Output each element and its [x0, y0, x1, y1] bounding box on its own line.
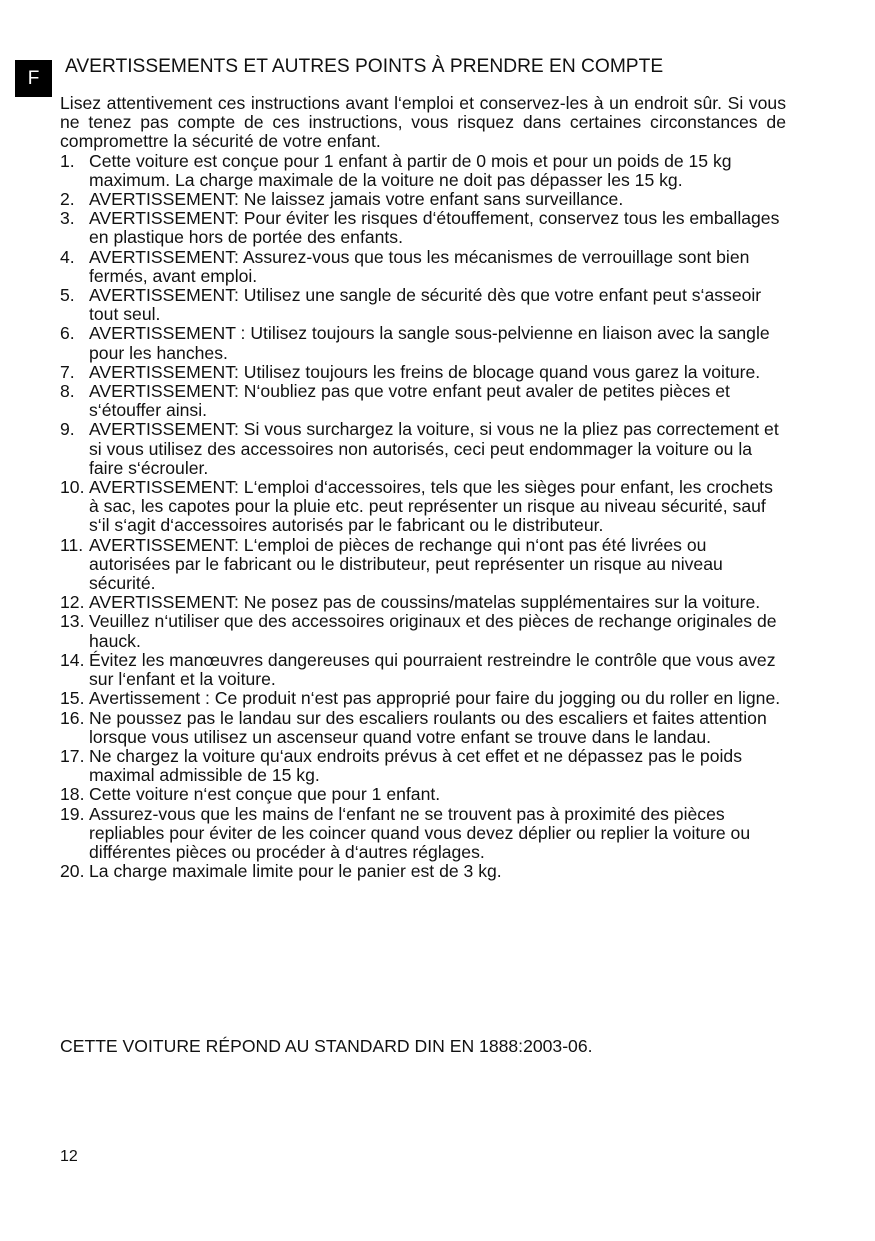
- list-item: [60, 286, 786, 324]
- intro-paragraph: Lisez attentivement ces instructions avant l‘emploi et conservez-les à un endroit sûr. Si vous ne tenez pas compte de ces instructions, vous risquez dans certaines circonstances de compromettre la sécurité de votre enfant.: [60, 93, 786, 152]
- list-item: [60, 747, 786, 785]
- item-number: 19.: [60, 803, 85, 824]
- item-text: Veuillez n‘utiliser que des accessoires originaux et des pièces de rechange originales de hauck.: [89, 611, 777, 651]
- item-number: 10.: [60, 477, 85, 498]
- standard-note: CETTE VOITURE RÉPOND AU STANDARD DIN EN 1888:2003-06.: [60, 1036, 593, 1056]
- item-number: 13.: [60, 611, 85, 632]
- item-text: La charge maximale limite pour le panier est de 3 kg.: [89, 861, 502, 882]
- item-number: 9.: [60, 419, 75, 440]
- list-item: [60, 248, 786, 286]
- list-item: [60, 805, 786, 863]
- item-number: 18.: [60, 784, 85, 805]
- item-text: Cette voiture est conçue pour 1 enfant à partir de 0 mois et pour un poids de 15 kg maximum. La charge maximale de la voiture ne doit pas dépasser les 15 kg.: [89, 150, 732, 190]
- item-text: AVERTISSEMENT: L‘emploi de pièces de rechange qui n‘ont pas été livrées ou autorisées par le fabricant ou le distributeur, peut représenter un risque au niveau sécurité.: [89, 534, 723, 594]
- item-text: Ne poussez pas le landau sur des escaliers roulants ou des escaliers et faites attention lorsque vous utilisez un ascenseur quand votre enfant se trouve dans le landau.: [89, 707, 767, 747]
- item-text: Évitez les manœuvres dangereuses qui pourraient restreindre le contrôle que vous avez sur l‘enfant et la voiture.: [89, 649, 776, 690]
- item-number: 7.: [60, 361, 75, 382]
- item-text: AVERTISSEMENT: Si vous surchargez la voiture, si vous ne la pliez pas correctement et si vous utilisez des accessoires non autorisés, ceci peut endommager la voiture ou la faire s‘écrouler.: [89, 419, 779, 478]
- list-item: [60, 152, 786, 190]
- page-title: AVERTISSEMENTS ET AUTRES POINTS À PRENDRE EN COMPTE: [65, 56, 664, 77]
- item-text: AVERTISSEMENT: Utilisez toujours les freins de blocage quand vous garez la voiture.: [89, 361, 761, 382]
- list-item: [60, 612, 786, 650]
- warnings-list: [60, 152, 786, 882]
- page-number: 12: [60, 1148, 78, 1165]
- item-number: 17.: [60, 745, 85, 766]
- item-number: 1.: [60, 150, 75, 171]
- item-text: AVERTISSEMENT: L‘emploi d‘accessoires, tels que les sièges pour enfant, les crochets à sac, les capotes pour la pluie etc. peut représenter un risque au niveau sécurité, sauf s‘il s‘agit d‘accessoires autorisés par le fabricant ou le distributeur.: [89, 477, 773, 536]
- warnings-section: [60, 94, 786, 881]
- item-text: AVERTISSEMENT: Ne laissez jamais votre enfant sans surveillance.: [89, 189, 624, 210]
- language-badge: F: [15, 60, 52, 97]
- item-text: Ne chargez la voiture qu‘aux endroits prévus à cet effet et ne dépassez pas le poids maximal admissible de 15 kg.: [89, 745, 742, 786]
- item-number: 8.: [60, 381, 75, 402]
- item-number: 16.: [60, 707, 85, 728]
- item-text: Cette voiture n‘est conçue que pour 1 enfant.: [89, 784, 441, 805]
- list-item: [60, 689, 786, 708]
- item-text: AVERTISSEMENT: Utilisez une sangle de sécurité dès que votre enfant peut s‘asseoir tout seul.: [89, 285, 762, 325]
- list-item: [60, 209, 786, 247]
- item-text: AVERTISSEMENT: Pour éviter les risques d‘étouffement, conservez tous les emballages en plastique hors de portée des enfants.: [89, 208, 780, 248]
- item-number: 4.: [60, 246, 75, 267]
- item-number: 5.: [60, 285, 75, 306]
- item-number: 2.: [60, 189, 75, 210]
- list-item: [60, 324, 786, 362]
- list-item: [60, 536, 786, 594]
- item-text: Avertissement : Ce produit n‘est pas approprié pour faire du jogging ou du roller en ligne.: [89, 688, 781, 709]
- list-item: [60, 478, 786, 536]
- item-text: AVERTISSEMENT : Utilisez toujours la sangle sous-pelvienne en liaison avec la sangle pour les hanches.: [89, 323, 770, 363]
- item-number: 20.: [60, 861, 85, 882]
- list-item: [60, 420, 786, 478]
- list-item: [60, 785, 786, 804]
- item-text: AVERTISSEMENT: Ne posez pas de coussins/matelas supplémentaires sur la voiture.: [89, 592, 761, 613]
- list-item: [60, 363, 786, 382]
- item-number: 11.: [60, 534, 84, 555]
- list-item: [60, 190, 786, 209]
- item-text: AVERTISSEMENT: N‘oubliez pas que votre enfant peut avaler de petites pièces et s‘étouffer ainsi.: [89, 381, 730, 421]
- list-item: [60, 709, 786, 747]
- item-number: 3.: [60, 208, 75, 229]
- item-text: AVERTISSEMENT: Assurez-vous que tous les mécanismes de verrouillage sont bien fermés, avant emploi.: [89, 246, 750, 286]
- list-item: [60, 862, 786, 881]
- item-number: 14.: [60, 649, 85, 670]
- item-number: 12.: [60, 592, 85, 613]
- item-number: 15.: [60, 688, 85, 709]
- list-item: [60, 382, 786, 420]
- list-item: [60, 651, 786, 689]
- item-text: Assurez-vous que les mains de l‘enfant ne se trouvent pas à proximité des pièces repliables pour éviter de les coincer quand vous devez déplier ou replier la voiture ou différentes pièces ou procéder à d‘autres réglages.: [89, 803, 751, 862]
- item-number: 6.: [60, 323, 75, 344]
- list-item: [60, 593, 786, 612]
